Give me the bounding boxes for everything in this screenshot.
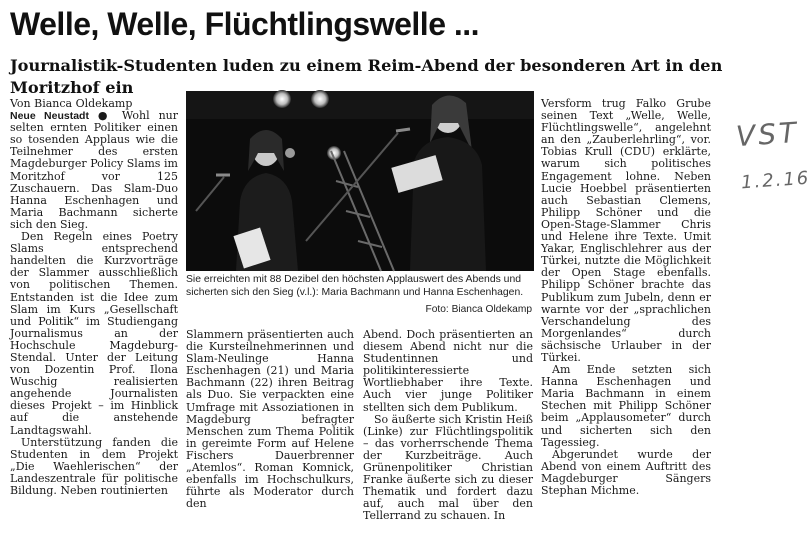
- article-column-3: [363, 329, 533, 523]
- article-photo: [186, 91, 534, 271]
- photo-credit: Foto: Bianca Oldekamp: [425, 304, 532, 315]
- dateline: Neue Neustadt: [10, 110, 89, 123]
- paragraph: Slammern präsentierten auch die Kursteilnehmerinnen und Slam-Neulinge Hanna Eschenhagen (21) und Maria Bachmann (22) ihren Beitrag als Duo. Sie verpackten eine Umfrage mit Assoziationen in Magdeburg befragter Menschen zum Thema Politik in gereimte Form auf Helene Fischers Dauerbrenner „Atemlos“. Roman Komnick, ebenfalls im Hochschulkurs, führte als Moderator durch den: [186, 328, 354, 511]
- paragraph: So äußerte sich Kristin Heiß (Linke) zur Flüchtlingspolitik – das vorherrschende Thema der Kurzbeiträge. Auch Grünenpolitiker Christian Franke äußerte sich zu dieser Thematik und fordert dazu auf, auch mal über den Tellerrand zu schauen. In: [363, 412, 533, 523]
- handwritten-note-date: 1.2.16: [740, 167, 811, 194]
- paragraph: Abgerundet wurde der Abend von einem Auftritt des Magdeburger Sängers Stephan Michme.: [541, 447, 711, 497]
- article-column-2: [186, 329, 354, 510]
- photo-caption: Sie erreichten mit 88 Dezibel den höchsten Applauswert des Abends und sicherten sich den Sieg (v.l.): Maria Bachmann und Hanna Eschenhagen.: [186, 274, 524, 298]
- paragraph: Unterstützung fanden die Studenten in dem Projekt „Die Waehlerischen“ der Landeszentrale für politische Bildung. Neben routinierten: [10, 435, 178, 497]
- paragraph: Den Regeln eines Poetry Slams entsprechend handelten die Kurzvorträge der Slammer ausschließlich von politischen Themen. Entstanden ist die Idee zum Slam im Kurs „Gesellschaft und Politik“ im Studiengang Journalismus an der Hochschule Magdeburg-Stendal. Unter der Leitung von Dozentin Prof. Ilona Wuschig realisierten angehende Journalisten dieses Projekt – im Hinblick auf die anstehende Landtagswahl.: [10, 230, 178, 437]
- subheadline: Journalistik-Studenten luden zu einem Reim-Abend der besonderen Art in den Moritzhof ein: [10, 56, 723, 97]
- lead-paragraph: [10, 110, 178, 231]
- stage-photo-illustration: [186, 91, 534, 271]
- headline: Welle, Welle, Flüchtlingswelle ...: [10, 6, 480, 42]
- paragraph: Am Ende setzten sich Hanna Eschenhagen und Maria Bachmann in einem Stechen mit Philipp Schöner beim „Applausometer“ durch und sicherten sich den Tagessieg.: [541, 363, 711, 449]
- article-column-1: [10, 98, 178, 497]
- paragraph: Abend. Doch präsentierten an diesem Abend nicht nur die Studentinnen und politikinteressierte Wortliebhaber ihre Texte. Auch vier junge Politiker stellten sich dem Publikum.: [363, 328, 533, 414]
- paragraph-text: Wohl nur selten ernten Politiker einen so tosenden Applaus wie die Teilnehmer des ersten Magdeburger Policy Slams im Moritzhof vor 125 Zuschauern. Das Slam-Duo Hanna Eschenhagen und Maria Bachmann sicherte sich den Sieg.: [10, 109, 178, 231]
- handwritten-note-source: VST: [734, 115, 801, 154]
- byline: Von Bianca Oldekamp: [10, 97, 133, 110]
- article-column-4: [541, 98, 711, 497]
- bullet-separator: ●: [97, 109, 113, 123]
- paragraph: Versform trug Falko Grube seinen Text „Welle, Welle, Flüchtlingswelle“, angelehnt an den „Zauberlehrling“, vor. Tobias Krull (CDU) erklärte, warum sich politisches Engagement lohne. Neben Lucie Hoebbel präsentierten auch Sebastian Clemens, Philipp Schöner und die Open-Stage-Slammer Chris und Helene ihre Texte. Umit Yakar, Englischlehrer aus der Türkei, nutzte die Möglichkeit der Open Stage ebenfalls. Philipp Schöner brachte das Publikum zum Jubeln, denn er warnte vor der „sprachlichen Verschandelung des Morgenlandes“ durch sächsische Urlauber in der Türkei.: [541, 97, 711, 364]
